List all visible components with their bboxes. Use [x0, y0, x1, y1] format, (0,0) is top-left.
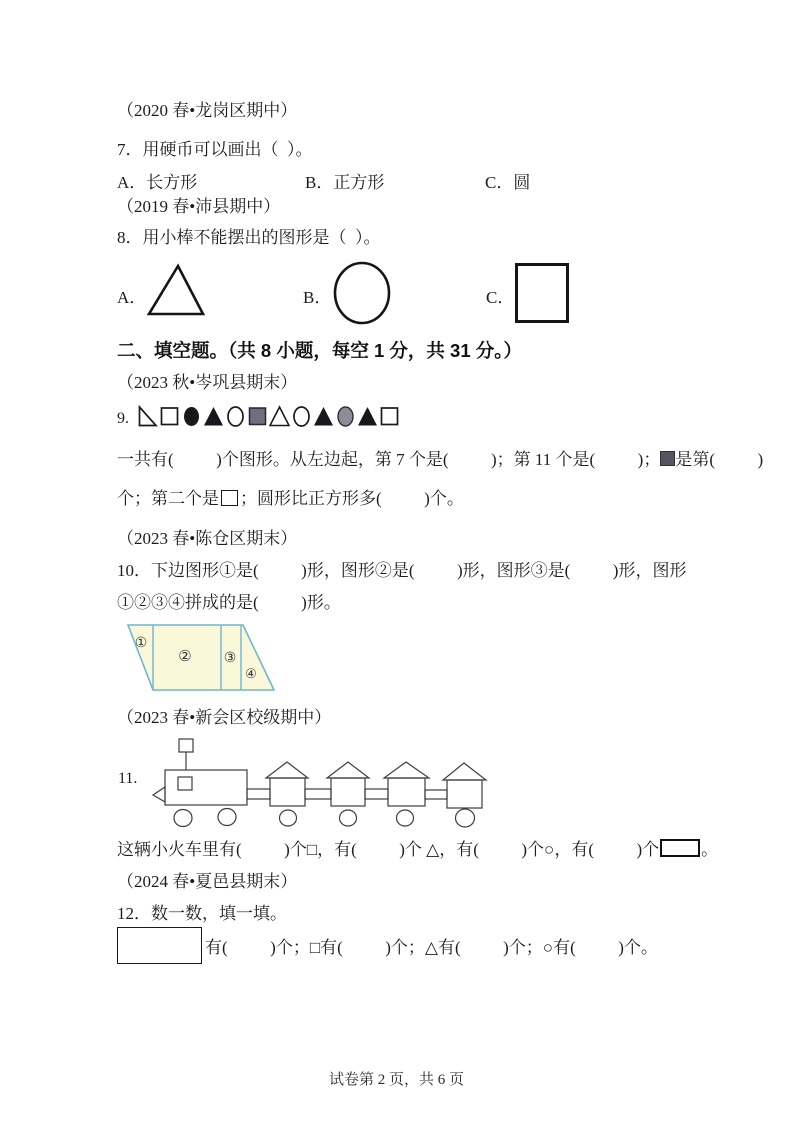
q9-line1-text-b: 是第( )	[675, 450, 764, 469]
q9-blank-line-2	[117, 488, 464, 510]
q9-shapes-container	[137, 404, 401, 433]
q12-line-text: 有( )个；□有( )个；△有( )个；○有( )个。	[205, 938, 658, 957]
q9-number: 9.	[117, 409, 129, 427]
car-square	[447, 780, 482, 808]
region-label-2: ②	[178, 649, 192, 665]
train-wheel	[340, 810, 357, 826]
train-nose-triangle	[153, 787, 165, 802]
right-triangle-outline-icon	[137, 404, 158, 428]
triangle-filled-icon	[313, 404, 334, 428]
car-square	[388, 778, 425, 806]
square-outline-icon	[515, 263, 569, 323]
q12-stem: 12．数一数，填一填。	[117, 904, 287, 923]
train-wheel	[397, 810, 414, 826]
q9-line2-text-b: ；圆形比正方形多( )个。	[240, 489, 464, 508]
circle-outline-icon	[331, 259, 395, 327]
ellipse-filled-icon	[181, 404, 202, 428]
q9-blank-line-1	[117, 449, 763, 471]
section-fill-in-blanks-title: 二、填空题。（共 8 小题，每空 1 分，共 31 分。）	[117, 340, 522, 361]
q9-shape-sequence	[117, 404, 401, 433]
car-roof-triangle	[266, 762, 308, 778]
q10-source: （2023 春•陈仓区期末）	[117, 529, 298, 548]
q10-stem-line-2: ①②③④拼成的是( )形。	[117, 593, 341, 612]
region-label-3: ③	[223, 651, 237, 666]
car-roof-triangle	[384, 762, 429, 778]
train-body-rect	[165, 770, 247, 805]
triangle-outline-icon	[269, 404, 290, 428]
q7-option-c: C．圆	[485, 173, 531, 192]
train-window-square	[178, 777, 192, 790]
train-wheel	[174, 810, 192, 827]
q7-option-a: A．长方形	[117, 173, 198, 192]
q8-label-c: C．	[486, 288, 515, 307]
train-coupler	[247, 789, 270, 799]
ellipse-outline-icon	[225, 404, 246, 428]
rectangle-outline-icon	[660, 839, 700, 857]
car-square	[331, 778, 365, 806]
q7-stem: 7．用硬币可以画出（ ）。	[117, 140, 313, 159]
car-square	[270, 778, 305, 806]
q7-source: （2020 春•龙岗区期中）	[117, 101, 298, 120]
train-coupler	[305, 789, 331, 799]
q9-line2-text-a: 个；第二个是	[117, 489, 219, 508]
gray-square-icon	[660, 451, 675, 466]
q11-line-text-a: 这辆小火车里有( )个□，有( )个 △，有( )个○，有( )个	[117, 840, 660, 859]
region-label-1: ①	[134, 636, 148, 651]
q11-source: （2023 春•新会区校级期中）	[117, 708, 332, 727]
train-wheel	[456, 809, 475, 827]
q9-source: （2023 秋•岑巩县期末）	[117, 373, 298, 392]
shape-train-figure	[150, 734, 495, 832]
car-roof-triangle	[327, 762, 369, 778]
train-chimney-square	[179, 739, 193, 752]
square-outline-icon	[159, 404, 180, 428]
region-label-4: ④	[245, 666, 257, 681]
small-square-outline-icon	[221, 490, 238, 506]
train-coupler	[425, 790, 447, 799]
q12-source: （2024 春•夏邑县期末）	[117, 872, 298, 891]
triangle-outline-icon	[141, 261, 211, 319]
q7-option-b: B．正方形	[305, 173, 385, 192]
triangle-filled-icon	[203, 404, 224, 428]
page-footer: 试卷第 2 页，共 6 页	[328, 1072, 464, 1088]
train-coupler	[365, 789, 388, 799]
q11-number: 11.	[118, 770, 138, 787]
triangle-filled-icon	[357, 404, 378, 428]
q8-source: （2019 春•沛县期中）	[117, 197, 281, 216]
q11-line-text-b: 。	[701, 840, 719, 859]
q9-line1-text-a: 一共有( )个图形。从左边起，第 7 个是( )；第 11 个是( )；	[117, 450, 661, 469]
train-wheel	[280, 810, 297, 826]
ellipse-gray-icon	[335, 404, 356, 428]
train-wheel	[218, 809, 236, 826]
q11-blank-line	[117, 839, 718, 861]
q8-label-a: A．	[117, 288, 147, 307]
ellipse-outline-icon	[291, 404, 312, 428]
q8-label-b: B．	[303, 288, 332, 307]
car-roof-triangle	[443, 763, 486, 780]
square-outline-icon	[379, 404, 400, 428]
parallelogram-figure	[117, 618, 287, 698]
q10-stem-line-1: 10．下边图形①是( )形，图形②是( )形，图形③是( )形，图形	[117, 561, 687, 580]
rectangle-outline-icon	[117, 927, 202, 964]
q12-blank-line	[117, 927, 658, 964]
q8-stem: 8．用小棒不能摆出的图形是（ ）。	[117, 228, 381, 247]
square-gray-icon	[247, 404, 268, 428]
